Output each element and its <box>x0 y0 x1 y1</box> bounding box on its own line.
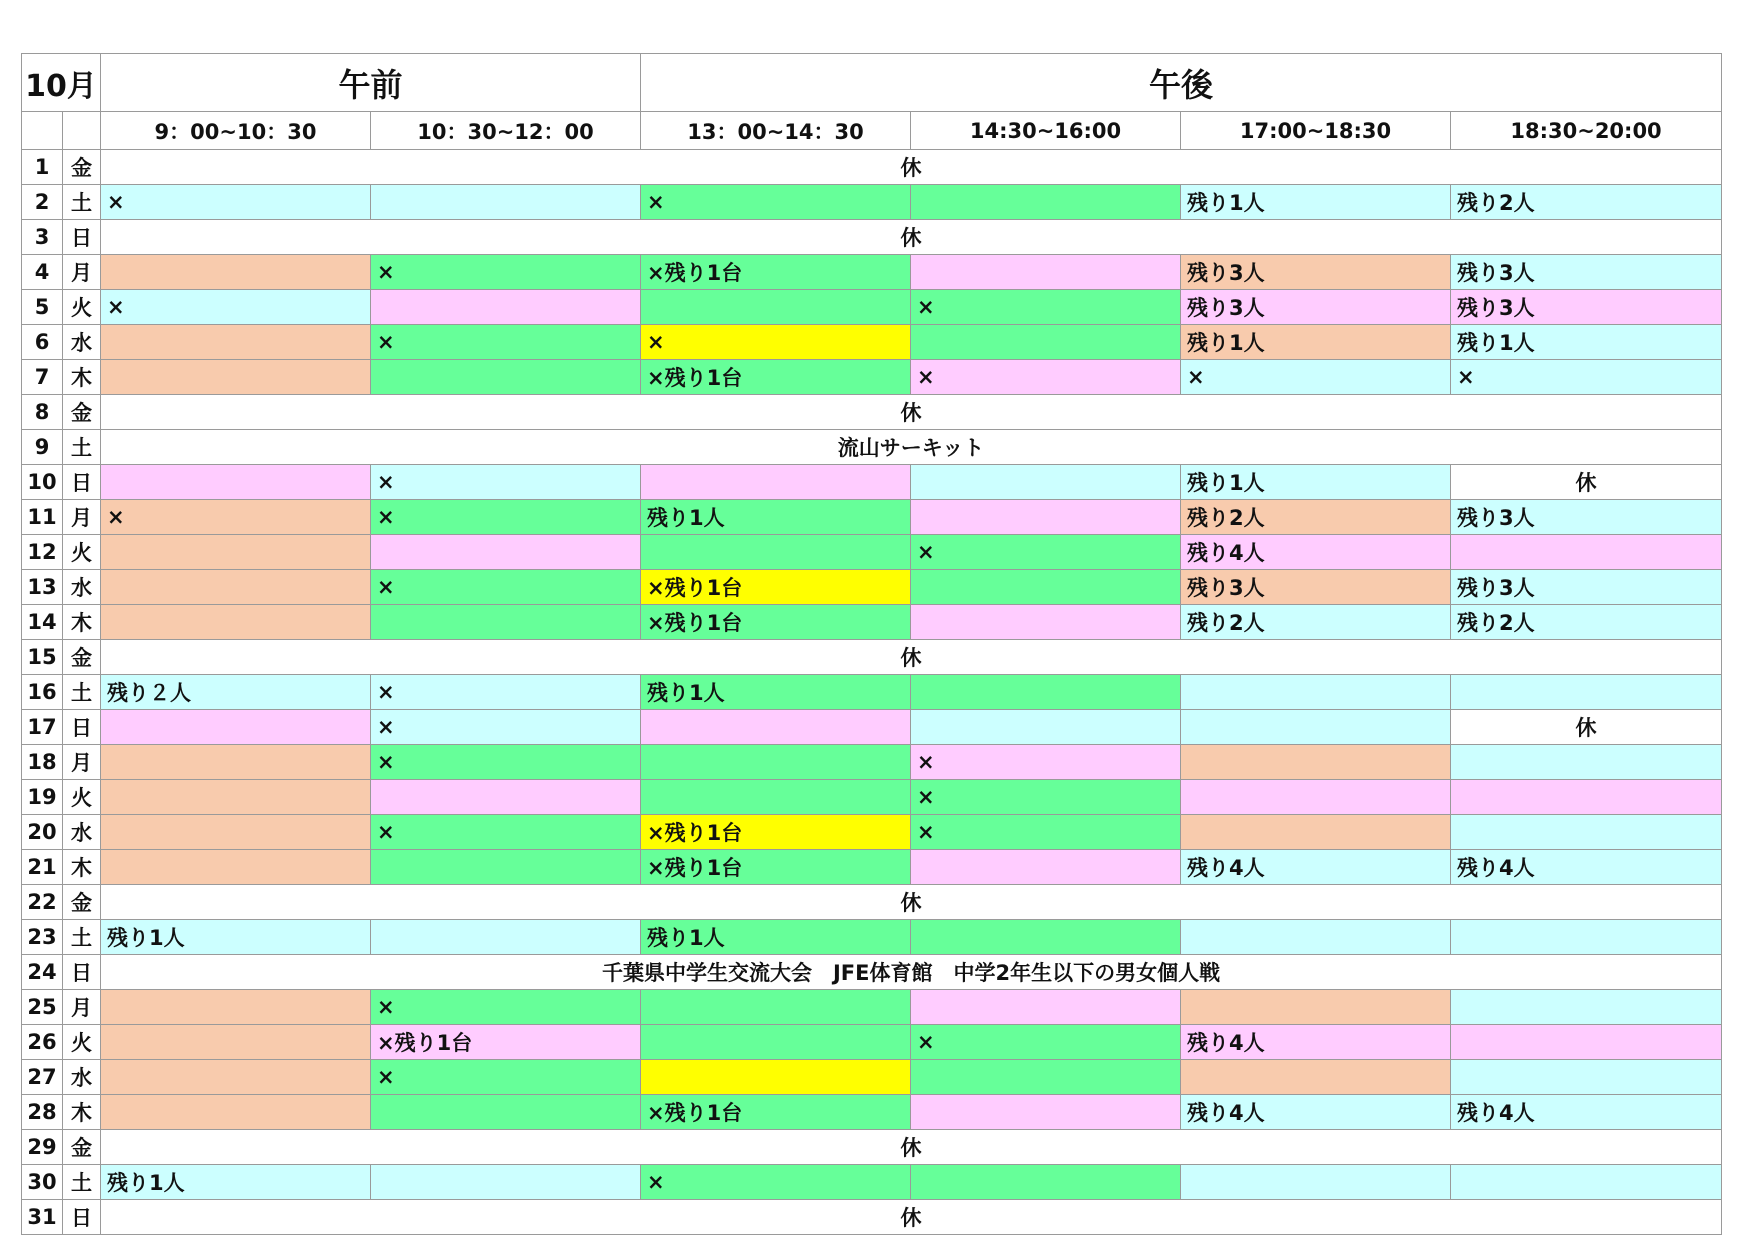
weekday: 火 <box>63 780 101 815</box>
day-number: 18 <box>22 745 63 780</box>
weekday: 土 <box>63 185 101 220</box>
slot-cell <box>911 500 1181 535</box>
slot-cell: × <box>911 1025 1181 1060</box>
slot-cell: × <box>371 1060 641 1095</box>
slot-cell: × <box>101 290 371 325</box>
slot-cell <box>1451 990 1722 1025</box>
slot-cell: 残り1人 <box>101 920 371 955</box>
slot-cell: 残り4人 <box>1181 850 1451 885</box>
day-number: 13 <box>22 570 63 605</box>
slot-cell: × <box>911 360 1181 395</box>
slot-cell <box>641 745 911 780</box>
slot-cell: ×残り1台 <box>641 360 911 395</box>
slot-cell <box>1181 1060 1451 1095</box>
slot-cell: × <box>371 675 641 710</box>
slot-cell <box>371 1095 641 1130</box>
slot-cell <box>911 465 1181 500</box>
slot-cell: 残り1人 <box>641 675 911 710</box>
time-slot-1: 9：00~10：30 <box>101 112 371 150</box>
slot-cell <box>1181 990 1451 1025</box>
slot-cell: ×残り1台 <box>641 1095 911 1130</box>
slot-cell: × <box>371 815 641 850</box>
day-number: 9 <box>22 430 63 465</box>
day-number: 22 <box>22 885 63 920</box>
slot-cell: × <box>371 465 641 500</box>
weekday: 金 <box>63 885 101 920</box>
closed-notice: 千葉県中学生交流大会 JFE体育館 中学2年生以下の男女個人戦 <box>101 955 1722 990</box>
slot-cell <box>911 325 1181 360</box>
slot-cell: 残り1人 <box>1451 325 1722 360</box>
day-number: 24 <box>22 955 63 990</box>
day-number: 14 <box>22 605 63 640</box>
slot-cell <box>911 1165 1181 1200</box>
weekday: 金 <box>63 640 101 675</box>
weekday: 水 <box>63 570 101 605</box>
slot-cell <box>1451 815 1722 850</box>
day-row <box>22 745 1722 780</box>
day-row <box>22 640 1722 675</box>
schedule-table <box>21 53 1722 1235</box>
slot-cell <box>911 850 1181 885</box>
slot-closed-notice: 休 <box>1451 465 1722 500</box>
slot-cell: × <box>1451 360 1722 395</box>
blank-weekday-header <box>63 112 101 150</box>
slot-cell <box>371 185 641 220</box>
weekday: 日 <box>63 220 101 255</box>
slot-cell <box>371 535 641 570</box>
slot-cell: 残り1人 <box>1181 465 1451 500</box>
day-number: 8 <box>22 395 63 430</box>
slot-cell <box>101 850 371 885</box>
slot-cell: 残り3人 <box>1181 290 1451 325</box>
slot-cell <box>101 605 371 640</box>
slot-cell <box>911 255 1181 290</box>
day-row <box>22 185 1722 220</box>
day-row <box>22 1130 1722 1165</box>
weekday: 日 <box>63 955 101 990</box>
slot-cell: 残り1人 <box>641 920 911 955</box>
weekday: 火 <box>63 290 101 325</box>
day-number: 21 <box>22 850 63 885</box>
slot-cell: 残り1人 <box>1181 325 1451 360</box>
day-row <box>22 1060 1722 1095</box>
slot-cell <box>911 990 1181 1025</box>
weekday: 火 <box>63 535 101 570</box>
day-number: 7 <box>22 360 63 395</box>
slot-cell: 残り4人 <box>1181 535 1451 570</box>
slot-cell: 残り3人 <box>1181 570 1451 605</box>
slot-cell <box>1451 920 1722 955</box>
slot-cell <box>1181 1165 1451 1200</box>
weekday: 日 <box>63 710 101 745</box>
day-number: 3 <box>22 220 63 255</box>
slot-cell <box>1451 1025 1722 1060</box>
slot-cell <box>641 1025 911 1060</box>
slot-cell <box>1181 710 1451 745</box>
day-row <box>22 150 1722 185</box>
slot-cell <box>911 710 1181 745</box>
day-row <box>22 395 1722 430</box>
slot-cell <box>1451 675 1722 710</box>
slot-cell <box>101 990 371 1025</box>
day-number: 25 <box>22 990 63 1025</box>
day-number: 2 <box>22 185 63 220</box>
day-number: 20 <box>22 815 63 850</box>
weekday: 月 <box>63 500 101 535</box>
weekday: 日 <box>63 465 101 500</box>
slot-cell: × <box>911 745 1181 780</box>
slot-cell <box>101 710 371 745</box>
slot-cell: ×残り1台 <box>641 850 911 885</box>
slot-cell <box>101 1025 371 1060</box>
title-row <box>22 54 1722 112</box>
slot-cell <box>371 920 641 955</box>
slot-cell <box>911 675 1181 710</box>
slot-cell: 残り3人 <box>1451 255 1722 290</box>
day-row <box>22 990 1722 1025</box>
weekday: 土 <box>63 1165 101 1200</box>
slot-cell <box>1181 920 1451 955</box>
day-number: 28 <box>22 1095 63 1130</box>
day-row <box>22 360 1722 395</box>
slot-cell: × <box>101 185 371 220</box>
day-number: 17 <box>22 710 63 745</box>
slot-cell <box>1451 780 1722 815</box>
time-slot-2: 10：30~12：00 <box>371 112 641 150</box>
weekday: 木 <box>63 1095 101 1130</box>
weekday: 木 <box>63 605 101 640</box>
time-slot-3: 13：00~14：30 <box>641 112 911 150</box>
weekday: 土 <box>63 920 101 955</box>
weekday: 水 <box>63 1060 101 1095</box>
slot-cell <box>911 570 1181 605</box>
slot-cell: × <box>641 325 911 360</box>
time-slot-4: 14:30~16:00 <box>911 112 1181 150</box>
slot-cell: × <box>911 815 1181 850</box>
day-row <box>22 920 1722 955</box>
slot-cell: × <box>371 325 641 360</box>
day-number: 6 <box>22 325 63 360</box>
slot-cell: ×残り1台 <box>641 255 911 290</box>
weekday: 金 <box>63 395 101 430</box>
slot-cell: × <box>911 290 1181 325</box>
slot-cell: 残り2人 <box>1451 605 1722 640</box>
slot-cell: × <box>371 990 641 1025</box>
slot-cell <box>911 185 1181 220</box>
slot-cell <box>101 815 371 850</box>
time-slot-6: 18:30~20:00 <box>1451 112 1722 150</box>
slot-cell: ×残り1台 <box>641 815 911 850</box>
slot-cell <box>371 850 641 885</box>
day-row <box>22 1200 1722 1235</box>
slot-cell: 残り3人 <box>1181 255 1451 290</box>
slot-cell: 残り2人 <box>1451 185 1722 220</box>
closed-notice: 休 <box>101 395 1722 430</box>
day-row <box>22 430 1722 465</box>
slot-cell: 残り4人 <box>1451 1095 1722 1130</box>
slot-cell: × <box>101 500 371 535</box>
slot-cell <box>101 1060 371 1095</box>
weekday: 土 <box>63 675 101 710</box>
slot-cell: 残り1人 <box>101 1165 371 1200</box>
day-number: 23 <box>22 920 63 955</box>
day-number: 30 <box>22 1165 63 1200</box>
day-number: 16 <box>22 675 63 710</box>
slot-cell <box>641 535 911 570</box>
slot-cell: 残り4人 <box>1181 1095 1451 1130</box>
slot-cell <box>1181 780 1451 815</box>
slot-cell <box>101 325 371 360</box>
day-row <box>22 675 1722 710</box>
slot-cell <box>101 745 371 780</box>
slot-cell: ×残り1台 <box>371 1025 641 1060</box>
slot-cell <box>371 1165 641 1200</box>
slot-cell: 残り1人 <box>641 500 911 535</box>
day-row <box>22 710 1722 745</box>
slot-cell <box>641 1060 911 1095</box>
month-label: 10月 <box>22 54 101 112</box>
slot-cell <box>1451 1165 1722 1200</box>
slot-cell <box>371 780 641 815</box>
day-row <box>22 955 1722 990</box>
slot-closed-notice: 休 <box>1451 710 1722 745</box>
closed-notice: 休 <box>101 150 1722 185</box>
day-number: 12 <box>22 535 63 570</box>
day-number: 15 <box>22 640 63 675</box>
slot-cell: 残り4人 <box>1181 1025 1451 1060</box>
day-number: 26 <box>22 1025 63 1060</box>
slot-cell <box>101 360 371 395</box>
slot-cell: ×残り1台 <box>641 570 911 605</box>
day-row <box>22 570 1722 605</box>
time-slot-row <box>22 112 1722 150</box>
day-number: 5 <box>22 290 63 325</box>
day-number: 29 <box>22 1130 63 1165</box>
slot-cell: 残り3人 <box>1451 570 1722 605</box>
day-row <box>22 290 1722 325</box>
slot-cell: × <box>641 1165 911 1200</box>
slot-cell: 残り2人 <box>1181 500 1451 535</box>
day-row <box>22 1165 1722 1200</box>
slot-cell <box>101 465 371 500</box>
weekday: 土 <box>63 430 101 465</box>
day-row <box>22 465 1722 500</box>
slot-cell <box>371 290 641 325</box>
slot-cell: 残り3人 <box>1451 290 1722 325</box>
slot-cell <box>101 1095 371 1130</box>
slot-cell <box>371 360 641 395</box>
slot-cell <box>641 780 911 815</box>
closed-notice: 休 <box>101 885 1722 920</box>
day-number: 31 <box>22 1200 63 1235</box>
weekday: 水 <box>63 815 101 850</box>
am-header: 午前 <box>101 54 641 112</box>
weekday: 金 <box>63 150 101 185</box>
blank-day-header <box>22 112 63 150</box>
slot-cell: × <box>911 780 1181 815</box>
slot-cell <box>371 605 641 640</box>
closed-notice: 流山サーキット <box>101 430 1722 465</box>
day-row <box>22 815 1722 850</box>
slot-cell: 残り3人 <box>1451 500 1722 535</box>
slot-cell <box>1181 745 1451 780</box>
slot-cell <box>1181 815 1451 850</box>
weekday: 月 <box>63 255 101 290</box>
day-row <box>22 535 1722 570</box>
day-number: 27 <box>22 1060 63 1095</box>
pm-header: 午後 <box>641 54 1722 112</box>
time-slot-5: 17:00~18:30 <box>1181 112 1451 150</box>
slot-cell <box>641 465 911 500</box>
day-row <box>22 605 1722 640</box>
slot-cell: ×残り1台 <box>641 605 911 640</box>
closed-notice: 休 <box>101 220 1722 255</box>
slot-cell <box>641 290 911 325</box>
day-number: 11 <box>22 500 63 535</box>
slot-cell <box>1451 745 1722 780</box>
slot-cell: × <box>641 185 911 220</box>
day-row <box>22 255 1722 290</box>
weekday: 水 <box>63 325 101 360</box>
slot-cell <box>911 1095 1181 1130</box>
day-row <box>22 1025 1722 1060</box>
slot-cell: × <box>371 745 641 780</box>
slot-cell <box>101 570 371 605</box>
slot-cell <box>101 535 371 570</box>
weekday: 月 <box>63 745 101 780</box>
day-number: 19 <box>22 780 63 815</box>
slot-cell: × <box>371 500 641 535</box>
slot-cell: 残り1人 <box>1181 185 1451 220</box>
slot-cell <box>641 990 911 1025</box>
slot-cell <box>101 780 371 815</box>
day-row <box>22 220 1722 255</box>
slot-cell: 残り2人 <box>1181 605 1451 640</box>
closed-notice: 休 <box>101 1200 1722 1235</box>
weekday: 日 <box>63 1200 101 1235</box>
weekday: 月 <box>63 990 101 1025</box>
slot-cell: 残り２人 <box>101 675 371 710</box>
day-number: 1 <box>22 150 63 185</box>
slot-cell: × <box>371 570 641 605</box>
slot-cell: × <box>1181 360 1451 395</box>
weekday: 木 <box>63 850 101 885</box>
slot-cell <box>641 710 911 745</box>
slot-cell <box>1181 675 1451 710</box>
day-row <box>22 850 1722 885</box>
slot-cell: × <box>371 710 641 745</box>
schedule-body <box>22 150 1722 1235</box>
slot-cell: 残り4人 <box>1451 850 1722 885</box>
closed-notice: 休 <box>101 640 1722 675</box>
slot-cell <box>1451 535 1722 570</box>
closed-notice: 休 <box>101 1130 1722 1165</box>
day-row <box>22 325 1722 360</box>
slot-cell <box>911 605 1181 640</box>
day-row <box>22 885 1722 920</box>
slot-cell <box>911 1060 1181 1095</box>
day-number: 4 <box>22 255 63 290</box>
day-number: 10 <box>22 465 63 500</box>
day-row <box>22 500 1722 535</box>
slot-cell <box>911 920 1181 955</box>
slot-cell: × <box>911 535 1181 570</box>
weekday: 木 <box>63 360 101 395</box>
slot-cell <box>101 255 371 290</box>
slot-cell: × <box>371 255 641 290</box>
day-row <box>22 780 1722 815</box>
day-row <box>22 1095 1722 1130</box>
weekday: 火 <box>63 1025 101 1060</box>
slot-cell <box>1451 1060 1722 1095</box>
weekday: 金 <box>63 1130 101 1165</box>
